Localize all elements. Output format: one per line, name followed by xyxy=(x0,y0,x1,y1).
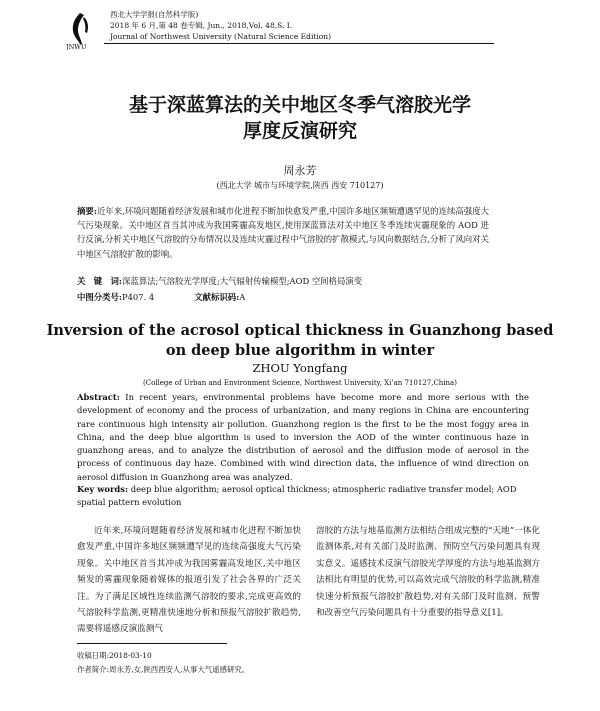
abstract-en-label: Abstract: xyxy=(77,392,120,402)
keywords-cn-text: 深蓝算法;气溶胶光学厚度;大气辐射传输模型;AOD 空间格局演变 xyxy=(121,276,363,286)
doc-code-value: A xyxy=(239,292,246,302)
svg-text:JNWU: JNWU xyxy=(66,43,87,50)
received-date: 收稿日期:2018-03-10 xyxy=(77,651,152,660)
keywords-cn xyxy=(77,275,497,288)
author-cn: 周永芳 xyxy=(283,164,317,177)
author-en: ZHOU Yongfang xyxy=(252,361,348,375)
journal-logo xyxy=(66,10,98,50)
footnote-rule xyxy=(77,643,227,644)
issue-info: 2018 年 6 月,第 48 卷专辑, Jun., 2018,Vol. 48,S. I. xyxy=(110,21,293,30)
abstract-en xyxy=(77,391,529,484)
journal-name-en: Journal of Northwest University (Natural Science Edition) xyxy=(110,32,332,41)
author-bio: 作者简介:周永芳,女,陕西西安人,从事大气遥感研究。 xyxy=(77,665,250,674)
clc-label: 中图分类号: xyxy=(77,292,122,302)
header-rule xyxy=(104,43,494,44)
abstract-cn-text: 近年来,环境问题随着经济发展和城市化进程不断加快愈发严重,中国许多地区频频遭遇罕见的连续高强度大气污染现象。关中地区首当其冲成为我国雾霾高发地区,使用深蓝算法对关中地区冬季连续灾霾现象的 AOD 进行反演,分析关中地区气溶胶的分布情况以及连续灾霾过程中气溶胶的扩散模式,与风向数据结合,分析了风向对关中地区气溶胶扩散的影响。 xyxy=(77,206,489,259)
abstract-en-text: In recent years, environmental problems have become more and more serious with the development of economy and the process of urbanization, and many regions in China are encountering rare continuous high intensity air pollution. Guanzhong region is the first to be the most foggy area in China, and the deep blue algorithm is used to inversion the AOD of the winter continuous haze in guanzhong areas, and to analyze the distribution of aerosol and the diffusion mode of aerosol in the process of continuous day haze. Combined with wind direction data, the influence of wind direction on aerosol diffusion in Guanzhong area was analyzed. xyxy=(77,392,529,482)
journal-name-cn: 西北大学学报(自然科学版) xyxy=(110,10,199,19)
title-cn-line1: 基于深蓝算法的关中地区冬季气溶胶光学 xyxy=(128,94,471,116)
abstract-cn-label: 摘要: xyxy=(77,206,97,216)
abstract-cn xyxy=(77,204,489,261)
keywords-en xyxy=(77,483,529,510)
keywords-en-text: deep blue algorithm; aerosol optical thickness; atmospheric radiative transfer model; AOD spatial pattern evolution xyxy=(77,484,517,508)
affiliation-en: (College of Urban and Environment Science, Northwest University, Xi’an 710127,China) xyxy=(143,379,457,387)
keywords-cn-label: 关 键 词: xyxy=(77,276,122,286)
keywords-en-label: Key words: xyxy=(77,484,129,494)
title-en-line2: on deep blue algorithm in winter xyxy=(165,342,435,359)
affiliation-cn: (西北大学 城市与环境学院,陕西 西安 710127) xyxy=(216,181,384,190)
doc-code-label: 文献标识码: xyxy=(194,292,240,302)
title-en-line1: Inversion of the acrosol optical thickness in Guanzhong based xyxy=(46,322,554,339)
body-column-left: 近年来,环境问题随着经济发展和城市化进程不断加快愈发严重,中国许多地区频频遭罕见的连续高强度大气污染现象。关中地区首当其冲成为我国雾霾高发地区,关中地区频发的雾霾现象随着媒体的报道引发了社会各界的广泛关注。为了满足区域性连续监测气溶胶的要求,完成更高效的气溶胶科学监测,更精准快速地分析和预报气溶胶扩散趋势,需要将遥感反演监测气 xyxy=(77,526,301,635)
body-column-right: 溶胶的方法与地基监测方法相结合组成完整的“天地”一体化监测体系,对有关部门及时监测、预防空气污染问题具有现实意义。遥感技术反演气溶胶光学厚度的方法与地基监测方法相比有明显的优势,可以高效完成气溶胶的科学监测,精准快速分析预报气溶胶扩散趋势,对有关部门及时监测、预警和改善空气污染问题具有十分重要的指导意义[1]。 xyxy=(316,526,540,619)
clc-value: P407. 4 xyxy=(121,292,155,302)
classification-line xyxy=(77,291,497,304)
title-cn-line2: 厚度反演研究 xyxy=(242,120,357,142)
